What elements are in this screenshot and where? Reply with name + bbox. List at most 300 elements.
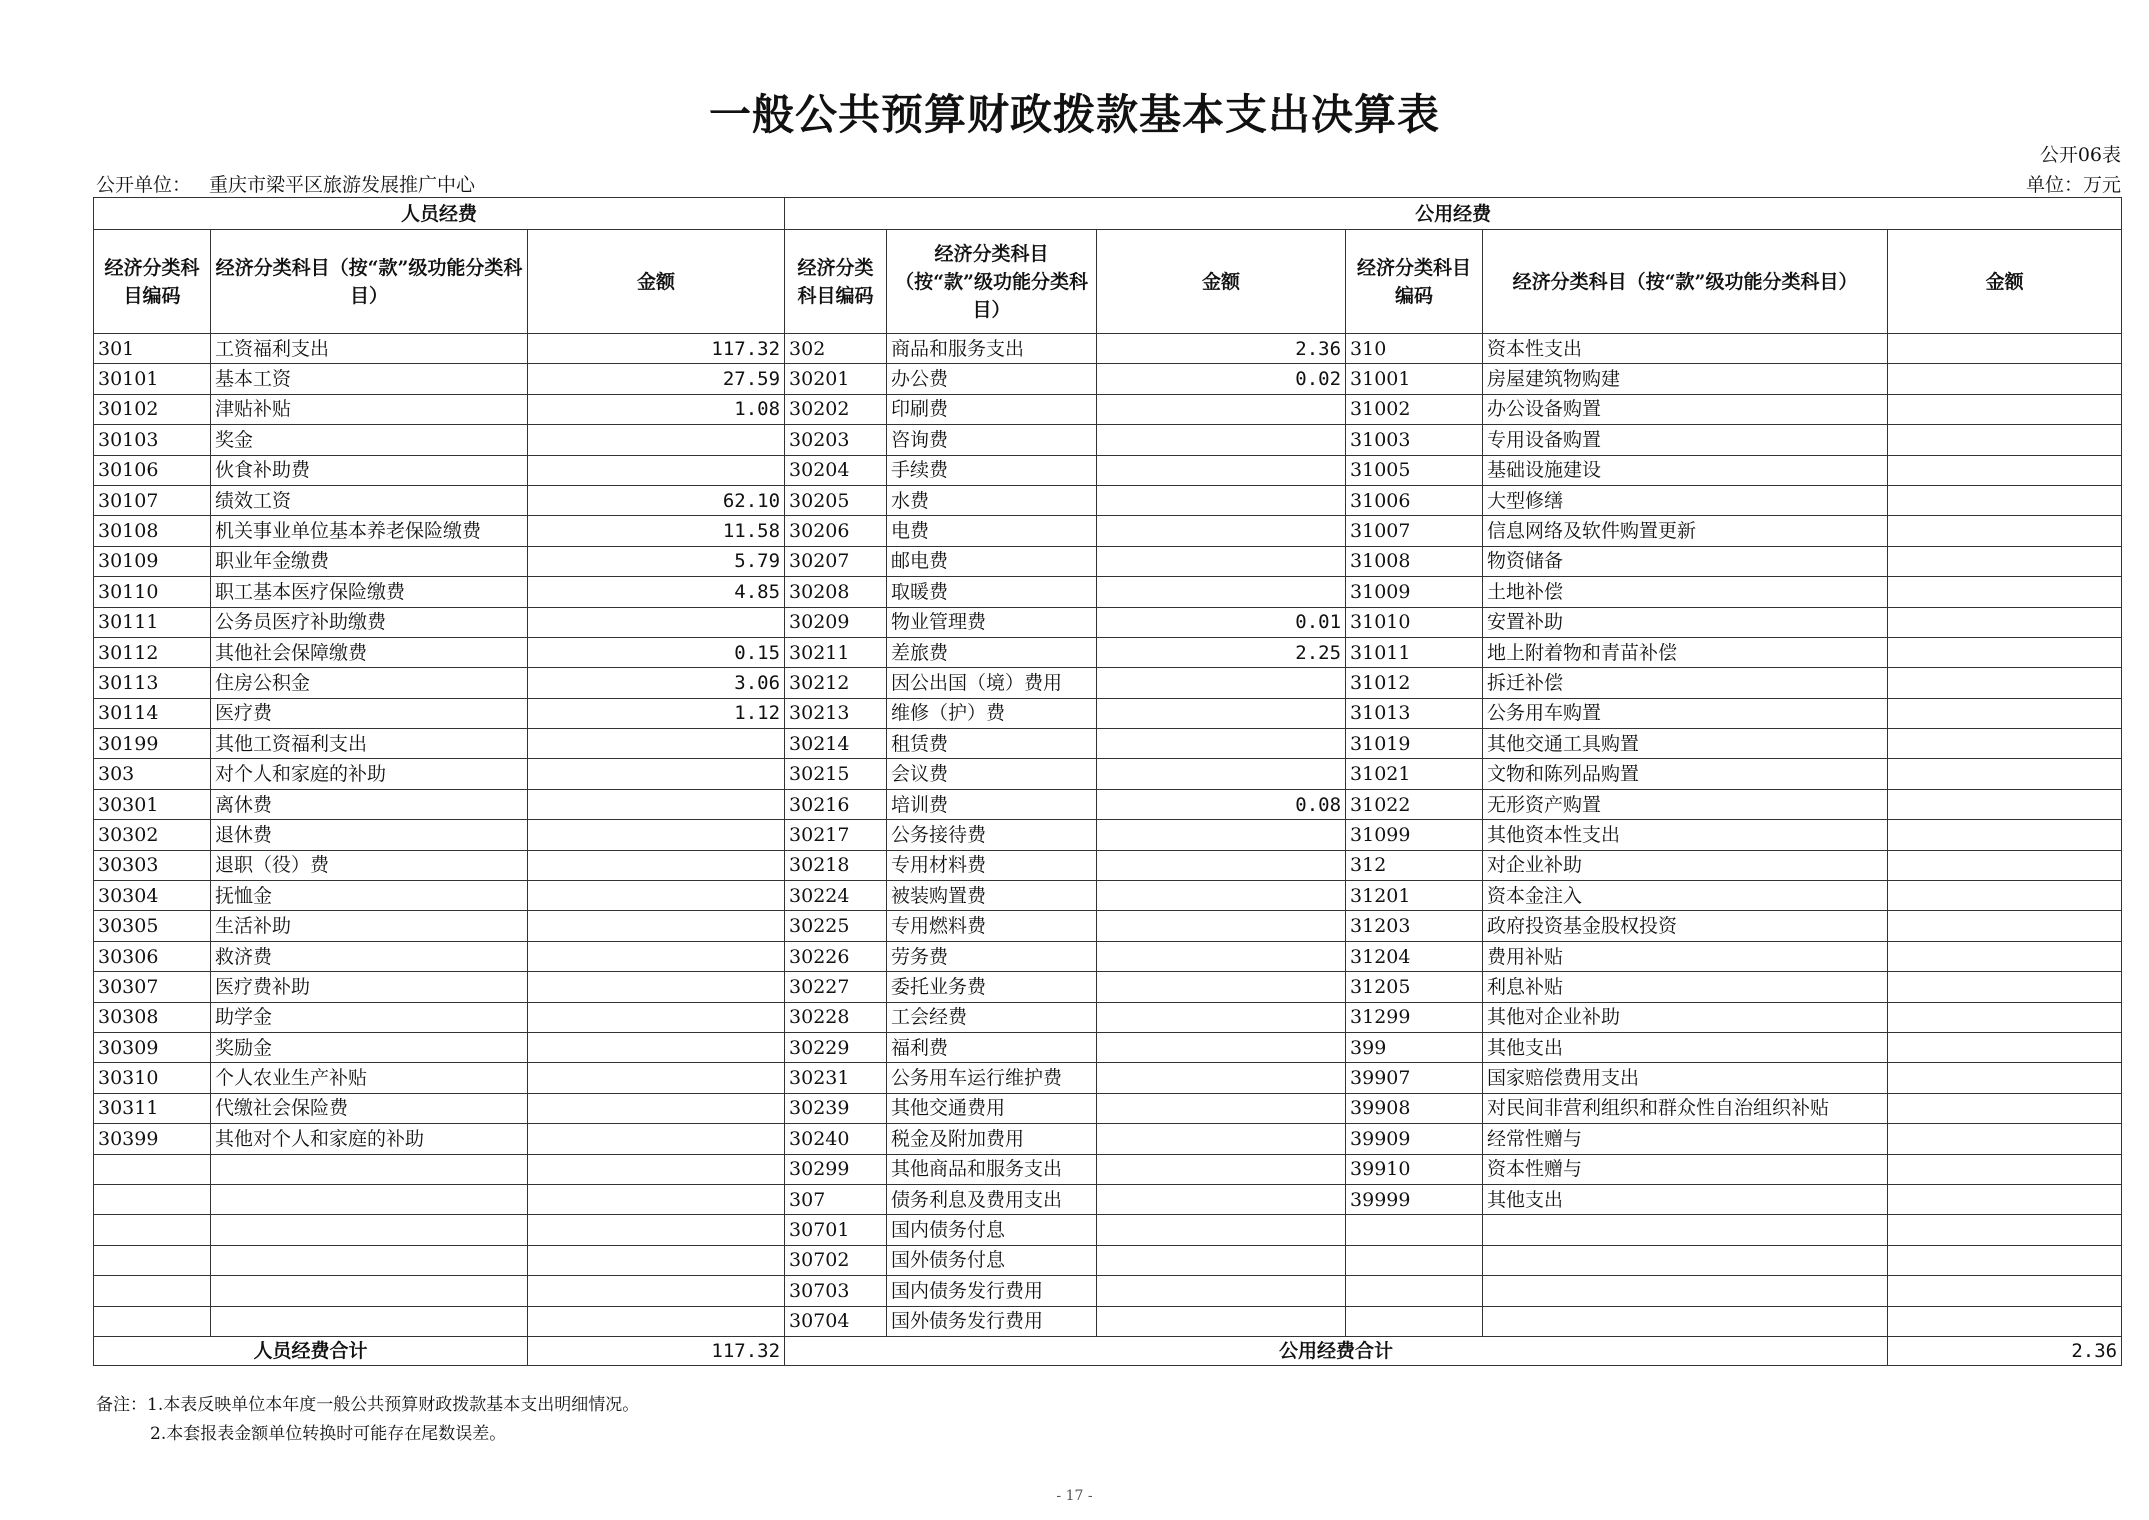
personnel-code-cell: 30305 <box>94 911 211 941</box>
capital-amount-cell <box>1888 1124 2122 1154</box>
table-row <box>94 394 2122 424</box>
personnel-name-cell: 离休费 <box>211 789 528 819</box>
personnel-amount-cell: 5.79 <box>528 546 785 576</box>
table-row <box>94 1276 2122 1306</box>
personnel-code-cell: 30110 <box>94 577 211 607</box>
goods-services-amount-cell <box>1097 394 1346 424</box>
capital-name-cell: 资本金注入 <box>1483 881 1888 911</box>
goods-services-name-cell: 租赁费 <box>887 729 1097 759</box>
goods-services-amount-cell <box>1097 1276 1346 1306</box>
goods-services-name-cell: 国外债务发行费用 <box>887 1306 1097 1336</box>
capital-name-cell: 专用设备购置 <box>1483 425 1888 455</box>
personnel-amount-cell: 1.12 <box>528 698 785 728</box>
personnel-total-amount: 117.32 <box>528 1336 785 1365</box>
personnel-name-cell: 住房公积金 <box>211 668 528 698</box>
goods-services-code-cell: 30215 <box>785 759 887 789</box>
personnel-amount-cell: 3.06 <box>528 668 785 698</box>
goods-services-amount-cell <box>1097 972 1346 1002</box>
goods-services-code-cell: 302 <box>785 334 887 364</box>
capital-name-cell: 其他交通工具购置 <box>1483 729 1888 759</box>
table-row <box>94 364 2122 394</box>
personnel-code-cell <box>94 1184 211 1214</box>
personnel-amount-cell <box>528 1184 785 1214</box>
capital-code-cell: 312 <box>1346 850 1483 880</box>
capital-code-cell <box>1346 1245 1483 1275</box>
table-row <box>94 911 2122 941</box>
personnel-code-cell: 30308 <box>94 1002 211 1032</box>
personnel-name-cell <box>211 1306 528 1336</box>
capital-name-cell: 安置补助 <box>1483 607 1888 637</box>
goods-services-code-cell: 30209 <box>785 607 887 637</box>
goods-services-name-cell: 维修（护）费 <box>887 698 1097 728</box>
capital-code-cell: 39999 <box>1346 1184 1483 1214</box>
goods-services-name-cell: 培训费 <box>887 789 1097 819</box>
capital-name-cell: 物资储备 <box>1483 546 1888 576</box>
personnel-name-cell: 其他社会保障缴费 <box>211 637 528 667</box>
col-header-code: 经济分类科目编码 <box>785 230 887 334</box>
personnel-amount-cell: 27.59 <box>528 364 785 394</box>
goods-services-code-cell: 30231 <box>785 1063 887 1093</box>
goods-services-name-cell: 工会经费 <box>887 1002 1097 1032</box>
capital-name-cell <box>1483 1215 1888 1245</box>
table-row <box>94 941 2122 971</box>
capital-amount-cell <box>1888 334 2122 364</box>
goods-services-code-cell: 30214 <box>785 729 887 759</box>
goods-services-name-cell: 委托业务费 <box>887 972 1097 1002</box>
personnel-amount-cell <box>528 1245 785 1275</box>
personnel-total-label: 人员经费合计 <box>94 1336 528 1365</box>
goods-services-amount-cell <box>1097 455 1346 485</box>
goods-services-amount-cell <box>1097 1032 1346 1062</box>
capital-name-cell: 政府投资基金股权投资 <box>1483 911 1888 941</box>
capital-amount-cell <box>1888 637 2122 667</box>
goods-services-amount-cell <box>1097 1154 1346 1184</box>
capital-name-cell: 办公设备购置 <box>1483 394 1888 424</box>
capital-name-cell: 其他资本性支出 <box>1483 820 1888 850</box>
capital-code-cell: 31205 <box>1346 972 1483 1002</box>
personnel-amount-cell <box>528 1276 785 1306</box>
personnel-name-cell: 生活补助 <box>211 911 528 941</box>
personnel-code-cell: 30399 <box>94 1124 211 1154</box>
goods-services-name-cell: 因公出国（境）费用 <box>887 668 1097 698</box>
personnel-amount-cell <box>528 881 785 911</box>
personnel-name-cell: 津贴补贴 <box>211 394 528 424</box>
goods-services-name-cell: 专用燃料费 <box>887 911 1097 941</box>
col-header-code: 经济分类科目编码 <box>94 230 211 334</box>
personnel-name-cell: 其他对个人和家庭的补助 <box>211 1124 528 1154</box>
capital-name-cell: 对民间非营利组织和群众性自治组织补贴 <box>1483 1093 1888 1123</box>
personnel-name-cell <box>211 1215 528 1245</box>
capital-name-cell: 利息补贴 <box>1483 972 1888 1002</box>
personnel-name-cell <box>211 1276 528 1306</box>
goods-services-code-cell: 30213 <box>785 698 887 728</box>
goods-services-name-cell: 邮电费 <box>887 546 1097 576</box>
personnel-code-cell: 30303 <box>94 850 211 880</box>
table-row <box>94 1002 2122 1032</box>
goods-services-code-cell: 30206 <box>785 516 887 546</box>
capital-code-cell: 39907 <box>1346 1063 1483 1093</box>
personnel-amount-cell <box>528 759 785 789</box>
personnel-name-cell <box>211 1245 528 1275</box>
goods-services-code-cell: 30239 <box>785 1093 887 1123</box>
personnel-code-cell <box>94 1306 211 1336</box>
table-row <box>94 698 2122 728</box>
capital-name-cell: 地上附着物和青苗补偿 <box>1483 637 1888 667</box>
goods-services-amount-cell <box>1097 546 1346 576</box>
capital-amount-cell <box>1888 546 2122 576</box>
goods-services-name-cell: 咨询费 <box>887 425 1097 455</box>
table-row <box>94 759 2122 789</box>
goods-services-code-cell: 30207 <box>785 546 887 576</box>
goods-services-amount-cell <box>1097 881 1346 911</box>
col-header-name: 经济分类科目（按“款”级功能分类科目） <box>1483 230 1888 334</box>
capital-amount-cell <box>1888 607 2122 637</box>
personnel-amount-cell: 1.08 <box>528 394 785 424</box>
goods-services-amount-cell: 2.36 <box>1097 334 1346 364</box>
goods-services-amount-cell <box>1097 668 1346 698</box>
capital-code-cell: 31010 <box>1346 607 1483 637</box>
capital-name-cell: 土地补偿 <box>1483 577 1888 607</box>
capital-name-cell: 资本性赠与 <box>1483 1154 1888 1184</box>
capital-code-cell: 31019 <box>1346 729 1483 759</box>
capital-amount-cell <box>1888 1032 2122 1062</box>
capital-code-cell: 31204 <box>1346 941 1483 971</box>
capital-amount-cell <box>1888 972 2122 1002</box>
goods-services-code-cell: 30299 <box>785 1154 887 1184</box>
capital-amount-cell <box>1888 425 2122 455</box>
goods-services-code-cell: 30224 <box>785 881 887 911</box>
table-row <box>94 637 2122 667</box>
goods-services-code-cell: 30703 <box>785 1276 887 1306</box>
capital-amount-cell <box>1888 820 2122 850</box>
capital-name-cell: 文物和陈列品购置 <box>1483 759 1888 789</box>
goods-services-name-cell: 会议费 <box>887 759 1097 789</box>
public-total-label: 公用经费合计 <box>785 1336 1888 1365</box>
goods-services-code-cell: 30227 <box>785 972 887 1002</box>
personnel-amount-cell <box>528 972 785 1002</box>
table-row <box>94 577 2122 607</box>
personnel-code-cell: 30109 <box>94 546 211 576</box>
capital-code-cell: 31008 <box>1346 546 1483 576</box>
currency-unit: 单位：万元 <box>2025 174 2121 196</box>
personnel-amount-cell <box>528 1002 785 1032</box>
capital-code-cell: 31006 <box>1346 485 1483 515</box>
goods-services-name-cell: 国外债务付息 <box>887 1245 1097 1275</box>
personnel-amount-cell <box>528 1032 785 1062</box>
goods-services-amount-cell <box>1097 1245 1346 1275</box>
capital-code-cell <box>1346 1276 1483 1306</box>
table-row <box>94 850 2122 880</box>
personnel-name-cell: 绩效工资 <box>211 485 528 515</box>
capital-code-cell: 31009 <box>1346 577 1483 607</box>
table-row <box>94 455 2122 485</box>
goods-services-name-cell: 国内债务付息 <box>887 1215 1097 1245</box>
capital-code-cell: 39909 <box>1346 1124 1483 1154</box>
capital-code-cell <box>1346 1306 1483 1336</box>
capital-code-cell: 31005 <box>1346 455 1483 485</box>
capital-name-cell <box>1483 1276 1888 1306</box>
personnel-amount-cell: 0.15 <box>528 637 785 667</box>
table-row <box>94 789 2122 819</box>
personnel-code-cell: 30310 <box>94 1063 211 1093</box>
personnel-code-cell: 30304 <box>94 881 211 911</box>
goods-services-amount-cell <box>1097 698 1346 728</box>
col-header-amount: 金额 <box>1097 230 1346 334</box>
capital-name-cell: 大型修缮 <box>1483 485 1888 515</box>
capital-name-cell: 其他支出 <box>1483 1184 1888 1214</box>
reporting-unit <box>96 170 493 197</box>
personnel-amount-cell <box>528 607 785 637</box>
table-row <box>94 972 2122 1002</box>
capital-name-cell: 国家赔偿费用支出 <box>1483 1063 1888 1093</box>
personnel-name-cell: 工资福利支出 <box>211 334 528 364</box>
capital-name-cell: 房屋建筑物购建 <box>1483 364 1888 394</box>
table-row <box>94 334 2122 364</box>
personnel-name-cell: 个人农业生产补贴 <box>211 1063 528 1093</box>
capital-amount-cell <box>1888 881 2122 911</box>
capital-code-cell: 31001 <box>1346 364 1483 394</box>
table-row <box>94 1032 2122 1062</box>
personnel-amount-cell <box>528 729 785 759</box>
capital-amount-cell <box>1888 850 2122 880</box>
goods-services-code-cell: 30225 <box>785 911 887 941</box>
goods-services-amount-cell: 2.25 <box>1097 637 1346 667</box>
goods-services-amount-cell <box>1097 1184 1346 1214</box>
personnel-code-cell: 30301 <box>94 789 211 819</box>
page-title: 一般公共预算财政拨款基本支出决算表 <box>708 90 1440 139</box>
personnel-code-cell: 30309 <box>94 1032 211 1062</box>
personnel-code-cell: 30107 <box>94 485 211 515</box>
section-public: 公用经费 <box>785 198 2122 230</box>
capital-amount-cell <box>1888 364 2122 394</box>
table-row <box>94 485 2122 515</box>
personnel-code-cell: 303 <box>94 759 211 789</box>
goods-services-code-cell: 30201 <box>785 364 887 394</box>
goods-services-amount-cell <box>1097 820 1346 850</box>
capital-amount-cell <box>1888 577 2122 607</box>
personnel-name-cell: 代缴社会保险费 <box>211 1093 528 1123</box>
goods-services-name-cell: 公务接待费 <box>887 820 1097 850</box>
goods-services-code-cell: 30702 <box>785 1245 887 1275</box>
goods-services-name-cell: 手续费 <box>887 455 1097 485</box>
goods-services-code-cell: 30204 <box>785 455 887 485</box>
goods-services-amount-cell <box>1097 577 1346 607</box>
personnel-code-cell <box>94 1154 211 1184</box>
personnel-code-cell: 30302 <box>94 820 211 850</box>
goods-services-name-cell: 劳务费 <box>887 941 1097 971</box>
goods-services-code-cell: 30202 <box>785 394 887 424</box>
personnel-code-cell <box>94 1276 211 1306</box>
capital-code-cell: 31022 <box>1346 789 1483 819</box>
personnel-amount-cell <box>528 455 785 485</box>
capital-amount-cell <box>1888 941 2122 971</box>
table-row <box>94 1306 2122 1336</box>
goods-services-name-cell: 国内债务发行费用 <box>887 1276 1097 1306</box>
goods-services-amount-cell <box>1097 729 1346 759</box>
personnel-amount-cell <box>528 1093 785 1123</box>
col-header-amount: 金额 <box>528 230 785 334</box>
goods-services-code-cell: 30704 <box>785 1306 887 1336</box>
capital-code-cell: 39908 <box>1346 1093 1483 1123</box>
capital-code-cell <box>1346 1215 1483 1245</box>
table-row <box>94 1184 2122 1214</box>
personnel-code-cell: 30199 <box>94 729 211 759</box>
personnel-amount-cell <box>528 911 785 941</box>
personnel-amount-cell <box>528 1154 785 1184</box>
table-row <box>94 1093 2122 1123</box>
personnel-name-cell: 退休费 <box>211 820 528 850</box>
capital-code-cell: 31002 <box>1346 394 1483 424</box>
capital-name-cell: 基础设施建设 <box>1483 455 1888 485</box>
goods-services-code-cell: 30216 <box>785 789 887 819</box>
capital-code-cell: 310 <box>1346 334 1483 364</box>
goods-services-name-cell: 其他交通费用 <box>887 1093 1097 1123</box>
goods-services-amount-cell <box>1097 850 1346 880</box>
capital-name-cell <box>1483 1245 1888 1275</box>
personnel-name-cell: 伙食补助费 <box>211 455 528 485</box>
capital-amount-cell <box>1888 759 2122 789</box>
goods-services-name-cell: 取暖费 <box>887 577 1097 607</box>
goods-services-code-cell: 30217 <box>785 820 887 850</box>
table-row <box>94 668 2122 698</box>
goods-services-name-cell: 物业管理费 <box>887 607 1097 637</box>
personnel-code-cell: 30113 <box>94 668 211 698</box>
personnel-name-cell: 职工基本医疗保险缴费 <box>211 577 528 607</box>
goods-services-code-cell: 30701 <box>785 1215 887 1245</box>
capital-code-cell: 31012 <box>1346 668 1483 698</box>
goods-services-amount-cell: 0.08 <box>1097 789 1346 819</box>
goods-services-code-cell: 30212 <box>785 668 887 698</box>
capital-name-cell: 信息网络及软件购置更新 <box>1483 516 1888 546</box>
capital-amount-cell <box>1888 729 2122 759</box>
goods-services-amount-cell: 0.02 <box>1097 364 1346 394</box>
goods-services-code-cell: 30218 <box>785 850 887 880</box>
goods-services-amount-cell <box>1097 1306 1346 1336</box>
capital-amount-cell <box>1888 1093 2122 1123</box>
personnel-code-cell: 30112 <box>94 637 211 667</box>
table-row <box>94 1215 2122 1245</box>
personnel-amount-cell <box>528 1306 785 1336</box>
goods-services-name-cell: 差旅费 <box>887 637 1097 667</box>
goods-services-amount-cell <box>1097 1093 1346 1123</box>
personnel-name-cell: 机关事业单位基本养老保险缴费 <box>211 516 528 546</box>
goods-services-code-cell: 30208 <box>785 577 887 607</box>
capital-amount-cell <box>1888 1215 2122 1245</box>
capital-code-cell: 31021 <box>1346 759 1483 789</box>
personnel-name-cell: 对个人和家庭的补助 <box>211 759 528 789</box>
goods-services-amount-cell <box>1097 1215 1346 1245</box>
note-1: 备注：1.本表反映单位本年度一般公共预算财政拨款基本支出明细情况。 <box>96 1395 640 1415</box>
goods-services-amount-cell: 0.01 <box>1097 607 1346 637</box>
goods-services-code-cell: 30228 <box>785 1002 887 1032</box>
goods-services-amount-cell <box>1097 1063 1346 1093</box>
personnel-name-cell: 基本工资 <box>211 364 528 394</box>
capital-name-cell: 费用补贴 <box>1483 941 1888 971</box>
goods-services-amount-cell <box>1097 485 1346 515</box>
capital-amount-cell <box>1888 1276 2122 1306</box>
table-row <box>94 1063 2122 1093</box>
personnel-code-cell: 30111 <box>94 607 211 637</box>
capital-amount-cell <box>1888 1245 2122 1275</box>
goods-services-code-cell: 30205 <box>785 485 887 515</box>
capital-code-cell: 31013 <box>1346 698 1483 728</box>
goods-services-code-cell: 30211 <box>785 637 887 667</box>
goods-services-name-cell: 福利费 <box>887 1032 1097 1062</box>
capital-code-cell: 31203 <box>1346 911 1483 941</box>
personnel-code-cell: 30102 <box>94 394 211 424</box>
capital-name-cell: 其他支出 <box>1483 1032 1888 1062</box>
personnel-code-cell: 30311 <box>94 1093 211 1123</box>
table-row <box>94 729 2122 759</box>
capital-name-cell: 拆迁补偿 <box>1483 668 1888 698</box>
goods-services-code-cell: 307 <box>785 1184 887 1214</box>
capital-code-cell: 31007 <box>1346 516 1483 546</box>
capital-amount-cell <box>1888 455 2122 485</box>
col-header-name: 经济分类科目（按“款”级功能分类科目） <box>211 230 528 334</box>
personnel-amount-cell: 4.85 <box>528 577 785 607</box>
capital-code-cell: 399 <box>1346 1032 1483 1062</box>
personnel-name-cell: 职业年金缴费 <box>211 546 528 576</box>
capital-name-cell: 对企业补助 <box>1483 850 1888 880</box>
capital-code-cell: 31201 <box>1346 881 1483 911</box>
notes <box>96 1391 639 1449</box>
capital-amount-cell <box>1888 516 2122 546</box>
goods-services-name-cell: 水费 <box>887 485 1097 515</box>
goods-services-amount-cell <box>1097 1124 1346 1154</box>
capital-amount-cell <box>1888 911 2122 941</box>
col-header-code: 经济分类科目编码 <box>1346 230 1483 334</box>
table-row <box>94 1154 2122 1184</box>
goods-services-amount-cell <box>1097 911 1346 941</box>
personnel-name-cell: 公务员医疗补助缴费 <box>211 607 528 637</box>
personnel-name-cell: 助学金 <box>211 1002 528 1032</box>
personnel-name-cell: 奖金 <box>211 425 528 455</box>
personnel-name-cell: 抚恤金 <box>211 881 528 911</box>
capital-amount-cell <box>1888 394 2122 424</box>
goods-services-amount-cell <box>1097 516 1346 546</box>
reporting-unit-label: 公开单位： <box>96 174 192 196</box>
col-header-amount: 金额 <box>1888 230 2122 334</box>
public-total-amount: 2.36 <box>1888 1336 2122 1365</box>
goods-services-amount-cell <box>1097 759 1346 789</box>
goods-services-name-cell: 其他商品和服务支出 <box>887 1154 1097 1184</box>
goods-services-amount-cell <box>1097 941 1346 971</box>
personnel-amount-cell: 11.58 <box>528 516 785 546</box>
capital-amount-cell <box>1888 1063 2122 1093</box>
goods-services-code-cell: 30240 <box>785 1124 887 1154</box>
table-row <box>94 820 2122 850</box>
capital-name-cell: 公务用车购置 <box>1483 698 1888 728</box>
totals-row <box>94 1336 2122 1365</box>
personnel-amount-cell <box>528 789 785 819</box>
personnel-code-cell: 30106 <box>94 455 211 485</box>
personnel-name-cell <box>211 1184 528 1214</box>
capital-amount-cell <box>1888 698 2122 728</box>
personnel-code-cell: 30108 <box>94 516 211 546</box>
personnel-code-cell: 301 <box>94 334 211 364</box>
section-personnel: 人员经费 <box>94 198 785 230</box>
note-2: 2.本套报表金额单位转换时可能存在尾数误差。 <box>150 1424 507 1444</box>
personnel-amount-cell <box>528 850 785 880</box>
goods-services-code-cell: 30226 <box>785 941 887 971</box>
personnel-code-cell: 30306 <box>94 941 211 971</box>
capital-code-cell: 31099 <box>1346 820 1483 850</box>
personnel-name-cell: 医疗费 <box>211 698 528 728</box>
personnel-name-cell: 医疗费补助 <box>211 972 528 1002</box>
table-row <box>94 607 2122 637</box>
capital-amount-cell <box>1888 1306 2122 1336</box>
capital-name-cell: 无形资产购置 <box>1483 789 1888 819</box>
